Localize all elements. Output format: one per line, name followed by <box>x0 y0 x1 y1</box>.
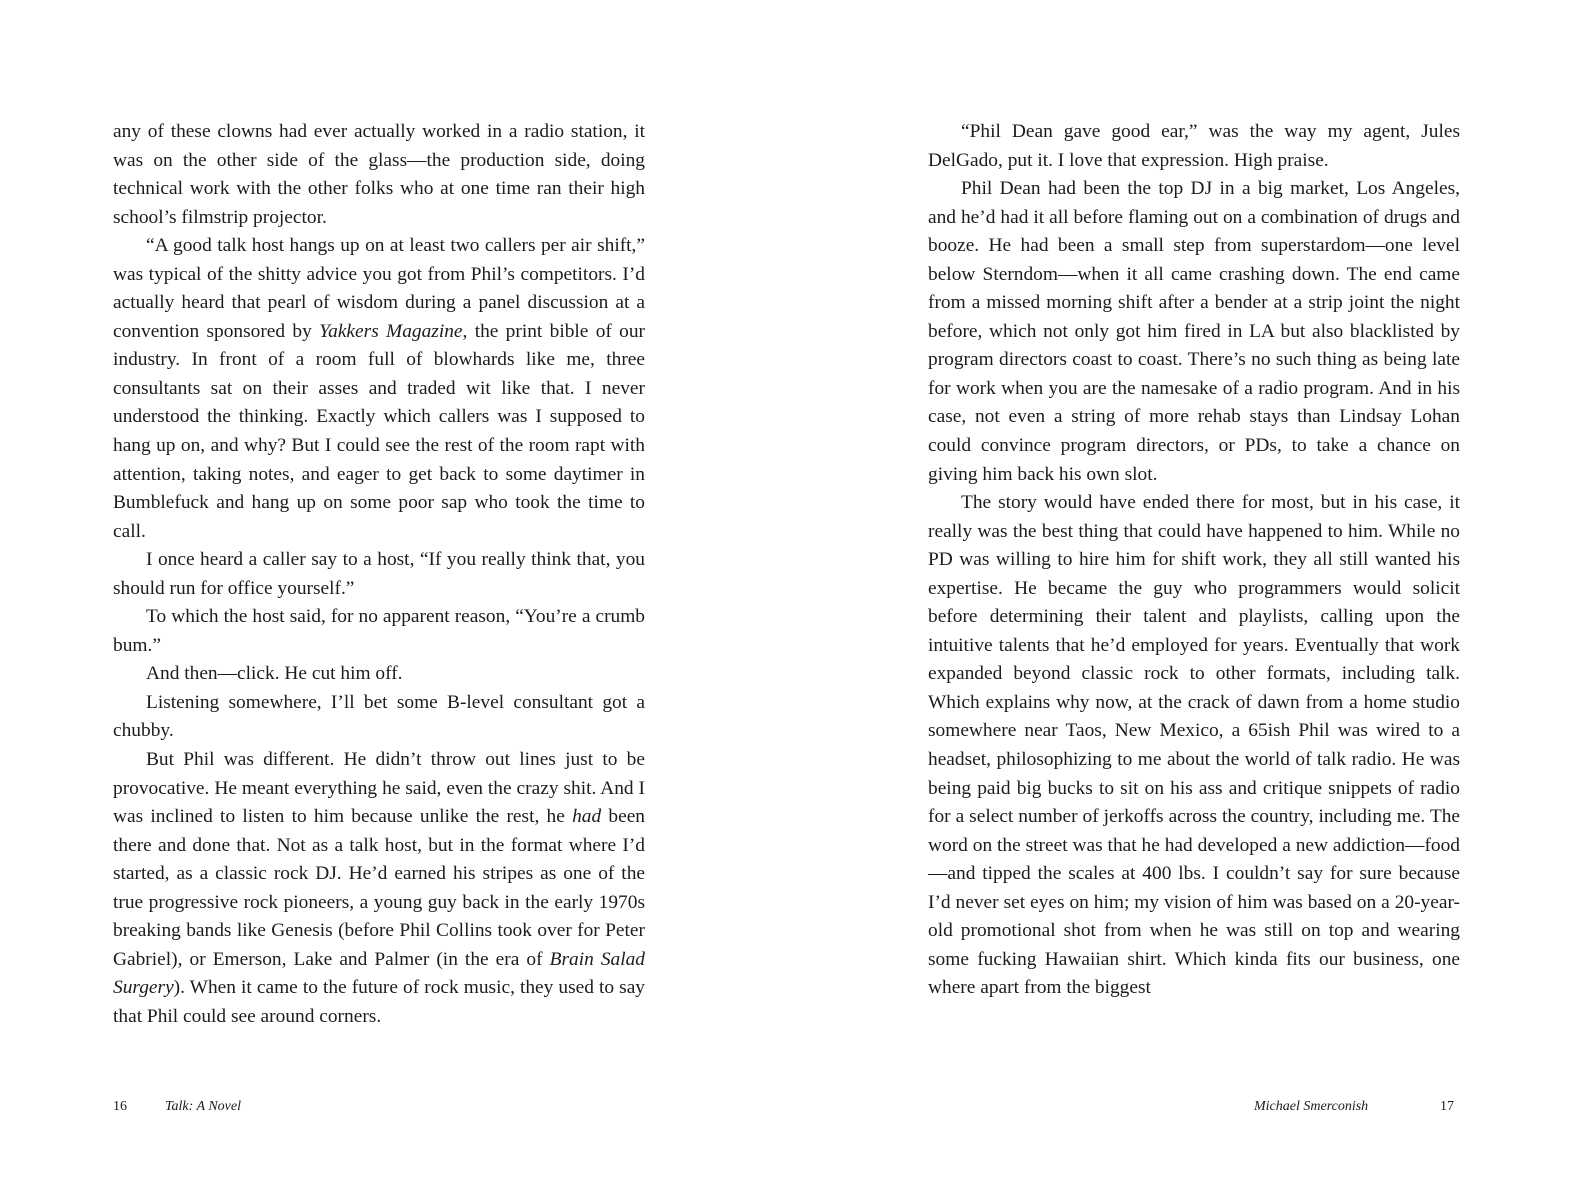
paragraph <box>113 232 645 546</box>
left-running-head: Talk: A Novel <box>165 1099 241 1114</box>
right-running-head: Michael Smerconish <box>1254 1099 1369 1114</box>
paragraph <box>113 746 645 1031</box>
paragraph <box>113 546 645 603</box>
paragraph <box>928 118 1460 175</box>
paragraph <box>113 689 645 746</box>
left-page <box>113 118 645 1032</box>
paragraph-text: ). When it came to the future of rock music, they used to say that Phil could see around corners. <box>113 977 645 1027</box>
paragraph-text: The story would have ended there for most, but in his case, it really was the best thing that could have happened to him. While no PD was willing to hire him for shift work, they all still wanted his expertise. He became the guy who programmers would solicit before determining their talent and playlists, calling upon the intuitive talents that he’d employed for years. Eventually that work expanded beyond classic rock to other formats, including talk. Which explains why now, at the crack of dawn from a home studio somewhere near Taos, New Mexico, a 65ish Phil was wired to a headset, philosophizing to me about the world of talk radio. He was being paid big bucks to sit on his ass and critique snippets of radio for a select number of jerkoffs across the country, including me. The word on the street was that he had developed a new addiction—food—and tipped the scales at 400 lbs. I couldn’t say for sure because I’d never set eyes on him; my vision of him was based on a 20-year-old promotional shot from when he was still on top and wearing some fucking Hawaiian shirt. Which kinda fits our business, one where apart from the biggest <box>928 492 1460 999</box>
paragraph-text: “A good talk host hangs up on at least two callers per air shift,” was typical of the shitty advice you got from Phil’s competitors. I’d actually heard that pearl of wisdom during a panel discussion at a convention sponsored by <box>113 235 645 342</box>
paragraph-text: been there and done that. Not as a talk host, but in the format where I’d started, as a classic rock DJ. He’d earned his stripes as one of the true progressive rock pioneers, a young guy back in the early 1970s breaking bands like Genesis (before Phil Collins took over for Peter Gabriel), or Emerson, Lake and Palmer (in the era of <box>113 806 645 970</box>
paragraph-text: But Phil was different. He didn’t throw out lines just to be provocative. He meant everything he said, even the crazy shit. And I was inclined to listen to him because unlike the rest, he <box>113 749 645 828</box>
paragraph <box>113 118 645 232</box>
paragraph <box>928 489 1460 1003</box>
left-page-number: 16 <box>113 1099 127 1114</box>
paragraph-text: Phil Dean had been the top DJ in a big market, Los Angeles, and he’d had it all before flaming out on a combination of drugs and booze. He had been a small step from superstardom—one level below Sterndom—when it all came crashing down. The end came from a missed morning shift after a bender at a strip joint the night before, which not only got him fired in LA but also blacklisted by program directors coast to coast. There’s no such thing as being late for work when you are the namesake of a radio program. And in his case, not even a string of more rehab stays than Lindsay Lohan could convince program directors, or PDs, to take a chance on giving him back his own slot. <box>928 178 1460 485</box>
paragraph-text: , the print bible of our industry. In front of a room full of blowhards like me, three consultants sat on their asses and traded wit like that. I never understood the thinking. Exactly which callers was I supposed to hang up on, and why? But I could see the rest of the room rapt with attention, taking notes, and eager to get back to some daytimer in Bumblefuck and hang up on some poor sap who took the time to call. <box>113 320 646 542</box>
paragraph-text: any of these clowns had ever actually worked in a radio station, it was on the other side of the glass—the production side, doing technical work with the other folks who at one time ran their high school’s filmstrip projector. <box>113 121 645 228</box>
paragraph-text: Listening somewhere, I’ll bet some B-level consultant got a chubby. <box>113 691 645 742</box>
paragraph-text: And then—click. He cut him off. <box>146 663 403 685</box>
paragraph <box>113 603 645 660</box>
right-page-body <box>928 118 1460 1003</box>
paragraph-text: To which the host said, for no apparent reason, “You’re a crumb bum.” <box>113 606 645 656</box>
paragraph-text: “Phil Dean gave good ear,” was the way my agent, Jules DelGado, put it. I love that expression. High praise. <box>928 121 1460 171</box>
italic-title-text: had <box>572 806 602 828</box>
paragraph <box>113 660 645 689</box>
paragraph <box>928 175 1460 489</box>
right-page-number: 17 <box>1440 1099 1454 1114</box>
paragraph-text: I once heard a caller say to a host, “If you really think that, you should run for office yourself.” <box>113 549 645 599</box>
left-page-body <box>113 118 645 1032</box>
italic-title-text: Yakkers Magazine <box>319 320 463 342</box>
right-page <box>928 118 1460 1003</box>
italic-title-text: Brain Salad Surgery <box>113 948 645 999</box>
